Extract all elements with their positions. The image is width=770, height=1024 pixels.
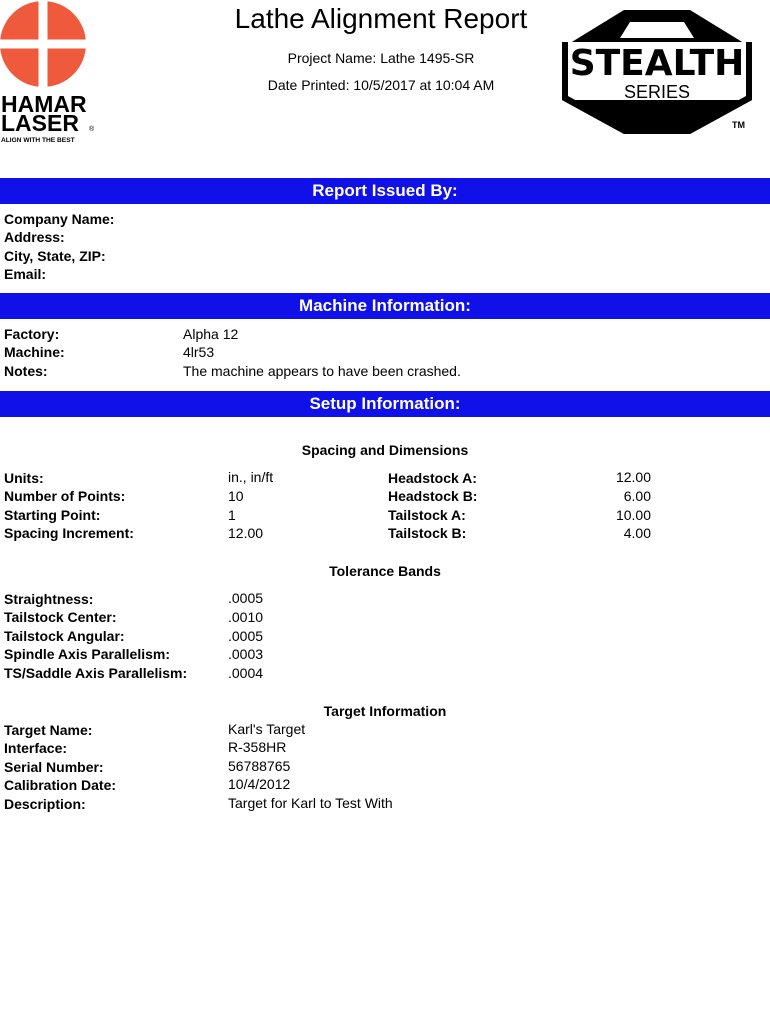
svg-text:TM: TM bbox=[732, 120, 745, 130]
spindle-axis-parallelism-label: Spindle Axis Parallelism: bbox=[4, 646, 170, 662]
tailstock-angular-label: Tailstock Angular: bbox=[4, 628, 125, 644]
svg-text:SERIES: SERIES bbox=[623, 82, 691, 102]
notes-value: The machine appears to have been crashed. bbox=[183, 363, 461, 379]
headstock-b-label: Headstock B: bbox=[388, 488, 478, 504]
svg-text:STEALTH: STEALTH bbox=[569, 43, 745, 84]
svg-text:HAMAR: HAMAR bbox=[1, 91, 87, 117]
target-name-value: Karl's Target bbox=[228, 721, 306, 737]
calibration-date-value: 10/4/2012 bbox=[228, 776, 291, 792]
starting-point-label: Starting Point: bbox=[4, 507, 101, 523]
serial-number-label: Serial Number: bbox=[4, 759, 104, 775]
machine-value: 4lr53 bbox=[183, 344, 215, 360]
machine-label: Machine: bbox=[4, 344, 65, 360]
stealth-series-logo bbox=[560, 8, 754, 136]
svg-text:ALIGN WITH THE BEST: ALIGN WITH THE BEST bbox=[1, 137, 75, 144]
project-name-line: Project Name: Lathe 1495-SR bbox=[287, 50, 475, 66]
address-label: Address: bbox=[4, 229, 65, 245]
spindle-axis-parallelism-value: .0003 bbox=[228, 646, 264, 662]
headstock-b-value: 6.00 bbox=[623, 488, 651, 504]
machine-information-heading: Machine Information: bbox=[0, 293, 770, 319]
date-printed-line: Date Printed: 10/5/2017 at 10:04 AM bbox=[267, 77, 495, 93]
units-value: in., in/ft bbox=[228, 469, 274, 485]
straightness-value: .0005 bbox=[228, 590, 264, 606]
ts-saddle-axis-parallelism-value: .0004 bbox=[228, 665, 264, 681]
svg-text:®: ® bbox=[89, 126, 95, 133]
ts-saddle-axis-parallelism-label: TS/Saddle Axis Parallelism: bbox=[4, 665, 188, 681]
company-name-label: Company Name: bbox=[4, 211, 115, 227]
tailstock-angular-value: .0005 bbox=[228, 628, 264, 644]
spacing-increment-label: Spacing Increment: bbox=[4, 525, 134, 541]
hamar-laser-logo bbox=[0, 0, 100, 145]
city-state-zip-label: City, State, ZIP: bbox=[4, 248, 106, 264]
setup-information-heading: Setup Information: bbox=[0, 391, 770, 417]
email-label: Email: bbox=[4, 266, 47, 282]
straightness-label: Straightness: bbox=[4, 591, 94, 607]
tolerance-bands-title: Tolerance Bands bbox=[329, 563, 441, 579]
units-label: Units: bbox=[4, 470, 44, 486]
headstock-a-label: Headstock A: bbox=[388, 470, 477, 486]
description-value: Target for Karl to Test With bbox=[228, 795, 393, 811]
starting-point-value: 1 bbox=[228, 507, 236, 523]
target-name-label: Target Name: bbox=[4, 722, 93, 738]
target-information-title: Target Information bbox=[323, 703, 447, 719]
svg-text:LASER: LASER bbox=[1, 110, 79, 136]
notes-label: Notes: bbox=[4, 363, 48, 379]
factory-value: Alpha 12 bbox=[183, 326, 239, 342]
tailstock-b-value: 4.00 bbox=[623, 525, 651, 541]
spacing-increment-value: 12.00 bbox=[228, 525, 264, 541]
factory-label: Factory: bbox=[4, 326, 60, 342]
tailstock-center-value: .0010 bbox=[228, 609, 264, 625]
interface-label: Interface: bbox=[4, 740, 68, 756]
tailstock-b-label: Tailstock B: bbox=[388, 525, 467, 541]
spacing-dimensions-title: Spacing and Dimensions bbox=[301, 442, 469, 458]
report-title: Lathe Alignment Report bbox=[234, 3, 528, 34]
tailstock-a-value: 10.00 bbox=[615, 507, 651, 523]
tailstock-center-label: Tailstock Center: bbox=[4, 609, 117, 625]
tailstock-a-label: Tailstock A: bbox=[388, 507, 466, 523]
calibration-date-label: Calibration Date: bbox=[4, 777, 117, 793]
number-of-points-value: 10 bbox=[228, 488, 244, 504]
headstock-a-value: 12.00 bbox=[615, 469, 651, 485]
number-of-points-label: Number of Points: bbox=[4, 488, 126, 504]
serial-number-value: 56788765 bbox=[228, 758, 291, 774]
interface-value: R-358HR bbox=[228, 739, 287, 755]
description-label: Description: bbox=[4, 796, 86, 812]
report-issued-by-heading: Report Issued By: bbox=[0, 178, 770, 204]
